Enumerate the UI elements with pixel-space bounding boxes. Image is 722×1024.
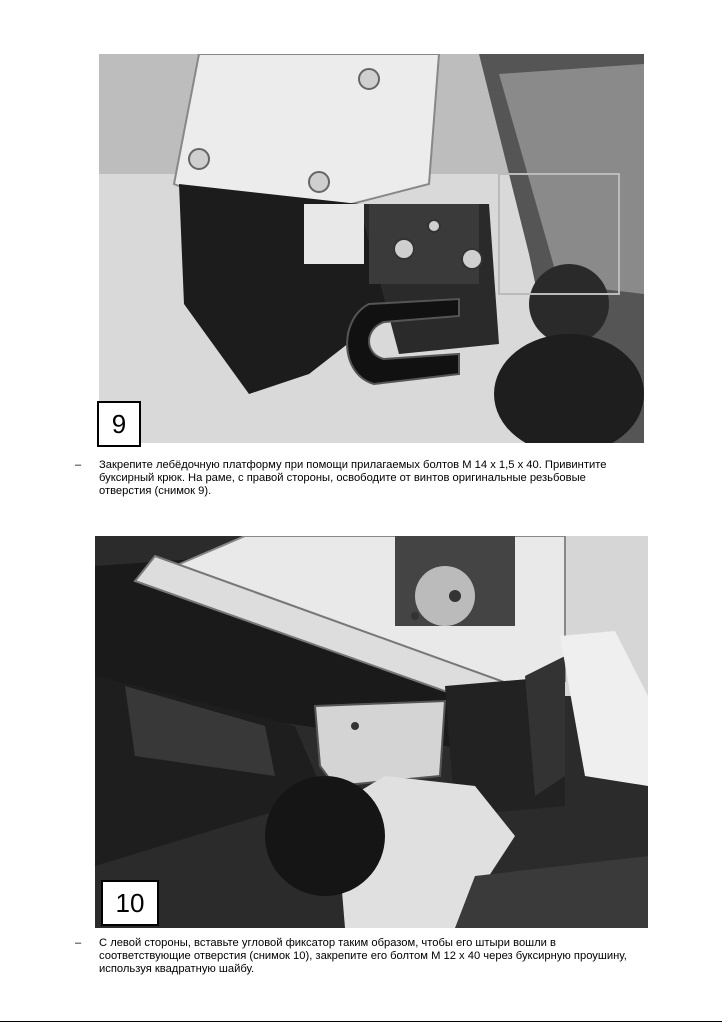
photo-10-illustration [95, 536, 648, 928]
list-dash: – [75, 459, 82, 471]
step-10-caption [75, 937, 675, 987]
footer-rule [0, 1021, 722, 1022]
photo-9 [99, 54, 644, 443]
photo-10 [95, 536, 648, 928]
photo-9-illustration [99, 54, 644, 443]
step-10-text: С левой стороны, вставьте угловой фиксатор таким образом, чтобы его штыри вошли в соответствующие отверстия (снимок 10), закрепите его болтом М 12 x 40 через буксирную проушину, используя квадратную шайбу. [99, 937, 627, 975]
step-9-caption [75, 459, 675, 509]
list-dash: – [75, 937, 82, 949]
photo-number-9: 9 [97, 401, 141, 447]
step-9-text: Закрепите лебёдочную платформу при помощи прилагаемых болтов М 14 x 1,5 x 40. Привинтите буксирный крюк. На раме, с правой стороны, освободите от винтов оригинальные резьбовые отверстия (снимок 9). [99, 459, 607, 497]
photo-number-10: 10 [101, 880, 159, 926]
